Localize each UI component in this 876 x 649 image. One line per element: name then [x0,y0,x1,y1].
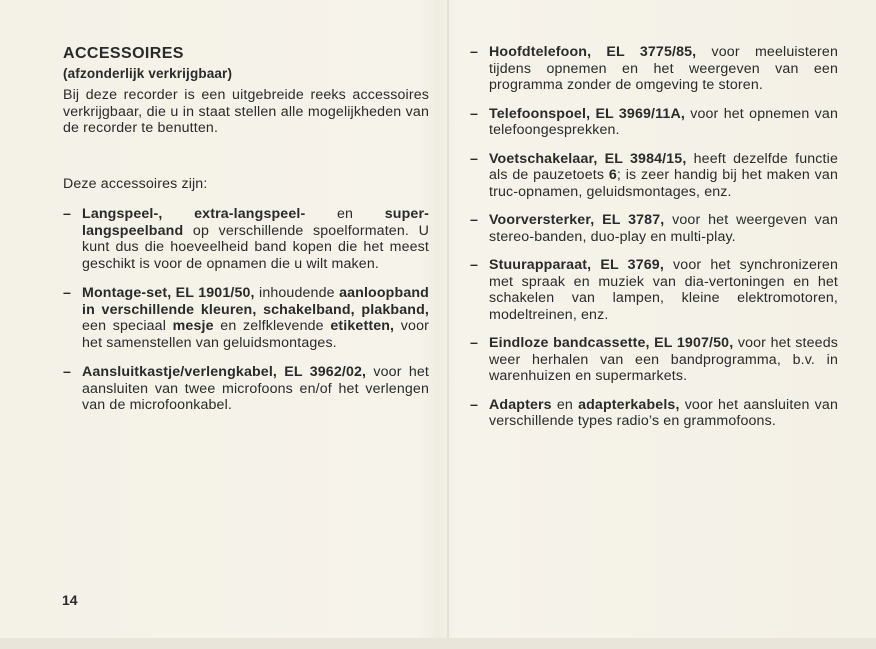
accessory-list-right [470,44,838,430]
item-term: mesje [172,318,214,334]
list-item [470,257,838,323]
item-term: Adapters [489,396,552,413]
item-text: en [305,206,385,222]
list-item [63,206,429,272]
item-term: Montage-set, EL 1901/50, [82,285,255,301]
dash-bullet: – [470,105,479,122]
dash-bullet: – [470,396,479,413]
list-lead: Deze accessoires zijn: [63,175,208,192]
list-item [470,397,838,430]
page-number: 14 [62,592,78,608]
dash-bullet: – [63,206,72,222]
item-text: op verschillende spoelformaten. U kunt dus die hoeveelheid band kopen die het meest geschikt is voor de opnamen die u wilt maken. [82,222,429,272]
item-text: een speciaal [82,318,173,334]
item-term: Langspeel-, extra-langspeel- [82,206,306,222]
item-text: voor het steeds weer herhalen van een bandprogramma, b.v. in warenhuizen en supermarkets. [489,335,838,384]
item-term: Hoofdtelefoon, EL 3775/85, [489,44,697,60]
item-term: 6 [608,167,617,183]
dash-bullet: – [63,285,72,301]
dash-bullet: – [470,212,479,228]
list-item [470,44,838,94]
item-term: Eindloze bandcassette, EL 1907/50, [489,335,734,351]
dash-bullet: – [470,44,479,60]
dash-bullet: – [63,364,72,380]
item-text: voor het opnemen van telefoongesprekken. [489,105,838,138]
list-item [63,285,429,351]
list-item [470,335,838,385]
item-term: Voorversterker, EL 3787, [489,212,665,228]
accessory-list-left [63,206,429,414]
item-text: ; is zeer handig bij het maken van truc-opnamen, geluidsmontages, enz. [489,167,838,200]
item-term: Voetschakelaar, EL 3984/15, [489,150,687,167]
item-term: Aansluitkastje/verlengkabel, EL 3962/02, [82,364,367,380]
list-item [470,151,838,201]
section-subtitle: (afzonderlijk verkrijgbaar) [63,66,233,81]
item-term: aanloopband in verschillende kleuren, schakelband, plakband, [82,285,429,318]
item-text: voor het aansluiten van verschillende types radio’s en grammofoons. [489,396,839,429]
item-text: voor het samenstellen van geluidsmontages. [82,318,430,351]
dash-bullet: – [470,150,479,167]
item-term: Telefoonspoel, EL 3969/11A, [489,105,685,122]
list-item [470,106,838,139]
item-text: heeft dezelfde functie als de pauzetoets [489,150,838,183]
item-text: voor het weergeven van stereo-banden, duo-play en multi-play. [489,212,838,245]
item-term: etiketten, [330,318,395,334]
page-edge [0,638,876,649]
intro-paragraph: Bij deze recorder is een uitgebreide reeks accessoires verkrijgbaar, die u in staat stellen alle mogelijkheden van de recorder te benutten. [63,87,429,136]
page-fold [447,0,449,649]
item-term: super-langspeelband [82,206,430,239]
item-text: voor meeluisteren tijdens opnemen en het weergeven van een programma zonder de omgeving te storen. [489,44,838,93]
dash-bullet: – [470,257,479,273]
item-term: adapterkabels, [578,396,680,413]
right-column [470,44,838,442]
item-text: voor het aansluiten van twee microfoons en/of het verlengen van de microfoonkabel. [82,364,429,413]
item-text: en zelfklevende [213,318,331,334]
item-term: Stuurapparaat, EL 3769, [489,257,664,273]
dash-bullet: – [470,335,479,351]
item-text: en [551,396,579,413]
list-item [470,212,838,245]
left-column [63,44,429,427]
item-text: voor het synchronizeren met spraak en muziek van dia-vertoningen en het schakelen van lampen, kleine elektromotoren, modeltreinen, enz. [489,257,838,323]
list-item [63,364,429,414]
item-text: inhoudende [254,285,340,301]
section-title: ACCESSOIRES [63,45,184,62]
